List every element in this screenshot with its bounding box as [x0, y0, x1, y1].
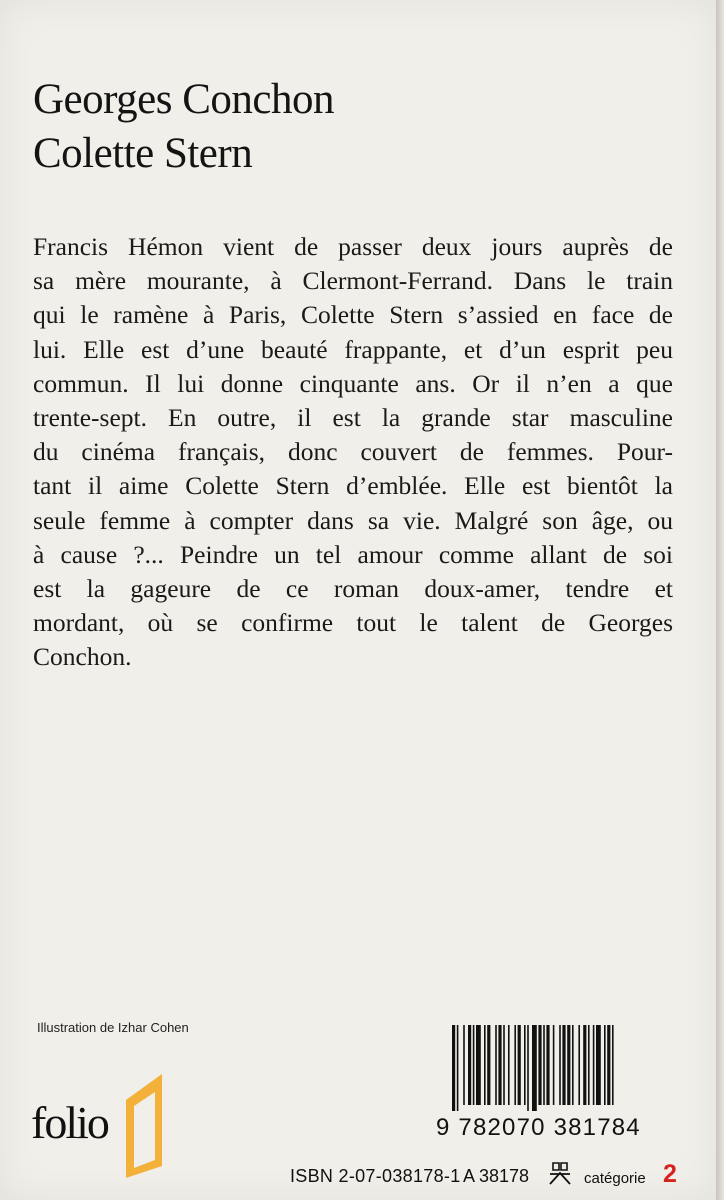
blurb-line: Conchon.: [33, 642, 132, 672]
barcode-bar: [553, 1025, 555, 1105]
page-edge: [716, 0, 724, 1200]
folio-frame-icon: [118, 1070, 178, 1182]
barcode-bar: [476, 1025, 481, 1105]
author-name: Georges Conchon: [33, 76, 335, 123]
barcode-bar: [567, 1025, 570, 1105]
blurb-line: Francis Hémon vient de passer deux jours auprès de: [33, 232, 673, 261]
barcode-bar: [546, 1025, 549, 1105]
ean-barcode-icon: [452, 1025, 690, 1111]
barcode-bar: [518, 1025, 521, 1105]
blurb-line: à cause ?... Peindre un tel amour comme allant de soi: [33, 539, 673, 569]
blurb-line: seule femme à compter dans sa vie. Malgré son âge, ou: [33, 505, 673, 535]
blurb-line: tant il aime Colette Stern d’emblée. Elle est bientôt la: [33, 471, 673, 501]
barcode-bar: [593, 1025, 595, 1105]
barcode-bar: [596, 1025, 601, 1105]
barcode-bar: [572, 1025, 574, 1105]
barcode-bar: [583, 1025, 586, 1105]
barcode-bar: [468, 1025, 471, 1105]
barcode-bar: [503, 1025, 505, 1105]
illustration-credit: Illustration de Izhar Cohen: [37, 1020, 189, 1035]
blurb-line: est la gageure de ce roman doux-amer, tendre et: [33, 574, 673, 604]
barcode-bar: [588, 1025, 590, 1105]
category-label: catégorie: [584, 1170, 646, 1187]
catalog-code: A 38178: [463, 1166, 530, 1186]
barcode-bar: [612, 1025, 614, 1105]
blurb-text: [33, 230, 673, 675]
barcode-bar: [527, 1025, 529, 1111]
barcode-bar: [607, 1025, 610, 1105]
folio-logo: folio: [31, 1097, 108, 1148]
barcode-bar: [604, 1025, 606, 1105]
barcode-bar: [495, 1025, 497, 1105]
barcode-bar: [524, 1025, 526, 1105]
blurb-line: qui le ramène à Paris, Colette Stern s’assied en face de: [33, 300, 673, 330]
blurb-line: trente-sept. En outre, il est la grande star masculine: [33, 403, 673, 433]
category-number: 2: [663, 1160, 677, 1188]
barcode-bar: [457, 1025, 459, 1111]
barcode-bar: [578, 1025, 580, 1105]
barcode-bar: [559, 1025, 561, 1105]
blurb-line: sa mère mourante, à Clermont-Ferrand. Dans le train: [33, 266, 673, 296]
barcode-bar: [543, 1025, 545, 1105]
barcode-bar: [532, 1025, 537, 1111]
blurb-line: du cinéma français, donc couvert de femmes. Pour-: [33, 437, 673, 467]
barcode-bar: [484, 1025, 486, 1105]
barcode-bar: [562, 1025, 565, 1105]
blurb-line: mordant, où se confirme tout le talent de Georges: [33, 608, 673, 638]
blurb-line: lui. Elle est d’une beauté frappante, et d’un esprit peu: [33, 334, 673, 364]
barcode-bar: [463, 1025, 465, 1105]
barcode-bar: [514, 1025, 516, 1105]
barcode-bar: [473, 1025, 475, 1105]
blurb-line: commun. Il lui donne cinquante ans. Or il n’en a que: [33, 368, 673, 398]
isbn-number: ISBN 2-07-038178-1: [290, 1166, 461, 1186]
barcode-bar: [487, 1025, 490, 1105]
book-title: Colette Stern: [33, 130, 253, 177]
barcode-bar: [538, 1025, 541, 1105]
barcode-bar: [452, 1025, 455, 1111]
category-ornament-icon: [546, 1160, 574, 1188]
barcode-bar: [508, 1025, 510, 1105]
barcode-bar: [498, 1025, 501, 1105]
barcode-digits: 9 782070 381784: [436, 1114, 641, 1141]
